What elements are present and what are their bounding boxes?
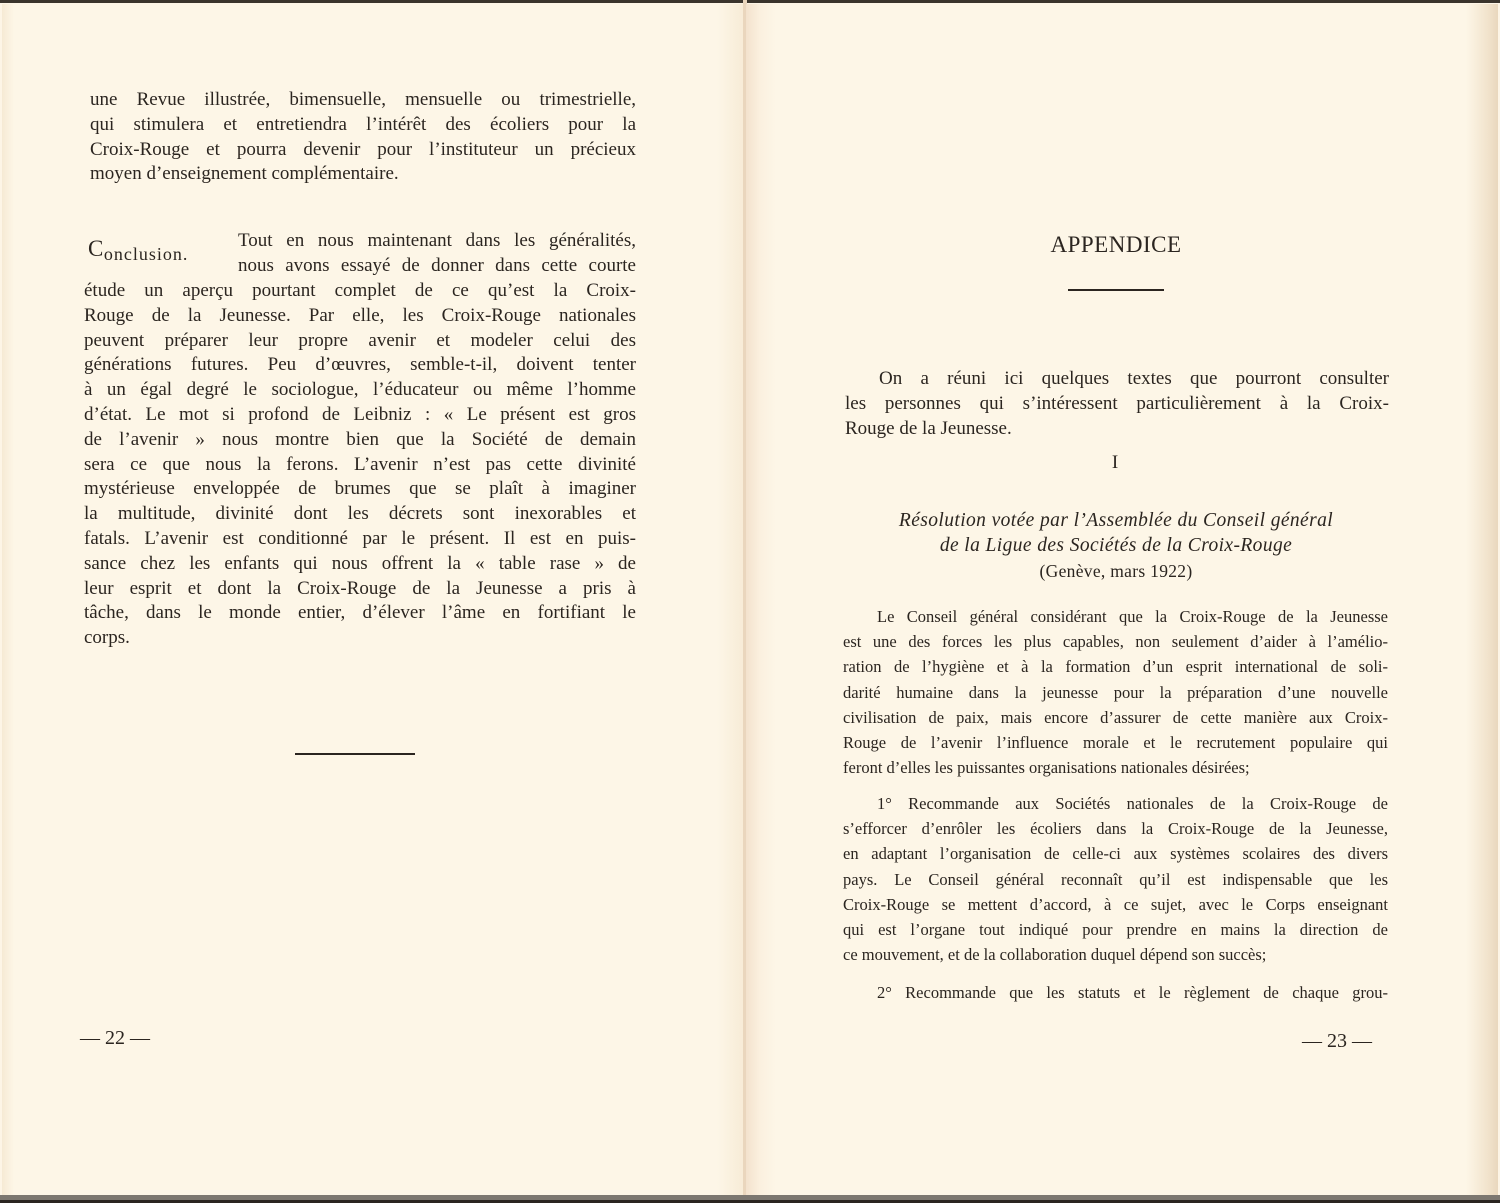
page-number: — 23 — bbox=[1302, 1030, 1372, 1052]
recommendation-2 bbox=[843, 980, 1388, 1005]
text-line: d’état. Le mot si profond de Leibniz : « Le présent est gros bbox=[84, 403, 636, 425]
text-line: étude un aperçu pourtant complet de ce qu’est la Croix- bbox=[84, 280, 636, 301]
text-line: les personnes qui s’intéressent particulièrement à la Croix- bbox=[845, 392, 1389, 414]
text-line: civilisation de paix, mais encore d’assurer de cette manière aux Croix- bbox=[843, 707, 1388, 727]
text-line: Le Conseil général considérant que la Croix-Rouge de la Jeunesse bbox=[877, 607, 1388, 626]
conclusion-paragraph bbox=[84, 279, 636, 651]
text-line: en adaptant l’organisation de celle-ci aux systèmes scolaires des divers bbox=[843, 844, 1388, 864]
text-line: de l’avenir » nous montre bien que la Société de demain bbox=[84, 428, 636, 450]
text-line: mystérieuse enveloppée de brumes que se plaît à imaginer bbox=[84, 478, 636, 500]
text-line: Tout en nous maintenant dans les généralités, bbox=[238, 230, 636, 251]
resolution-date: (Genève, mars 1922) bbox=[1039, 561, 1193, 581]
recommendation-1 bbox=[843, 791, 1388, 967]
text-line: nous avons essayé de donner dans cette courte bbox=[238, 254, 636, 276]
section-number: I bbox=[1111, 452, 1119, 473]
text-line: corps. bbox=[84, 627, 130, 649]
text-line: une Revue illustrée, bimensuelle, mensuelle ou trimestrielle, bbox=[90, 89, 636, 110]
text-line: qui est l’organe tout indiqué pour prendre en mains la direction de bbox=[843, 920, 1388, 940]
page-23 bbox=[746, 4, 1498, 1196]
text-line: générations futures. Peu d’œuvres, semble-t-il, doivent tenter bbox=[84, 354, 636, 376]
conclusion-side-heading bbox=[88, 236, 188, 262]
text-line: est une des forces les plus capables, non seulement d’aider à l’amélio- bbox=[843, 632, 1388, 652]
text-line: 2° Recommande que les statuts et le règlement de chaque grou- bbox=[877, 983, 1388, 1002]
text-line: Rouge de la Jeunesse. Par elle, les Croix-Rouge nationales bbox=[84, 304, 636, 326]
text-line: darité humaine dans la jeunesse pour la préparation d’une nouvelle bbox=[843, 682, 1388, 702]
text-line: feront d’elles les puissantes organisations nationales désirées; bbox=[843, 758, 1250, 778]
heading-line: Résolution votée par l’Assemblée du Conseil général bbox=[898, 510, 1334, 531]
text-line: ce mouvement, et de la collaboration duquel dépend son succès; bbox=[843, 945, 1267, 965]
text-line: peuvent préparer leur propre avenir et modeler celui des bbox=[84, 329, 636, 351]
page-number: — 22 — bbox=[80, 1027, 150, 1049]
text-line: s’efforcer d’enrôler les écoliers dans la Croix-Rouge de la Jeunesse, bbox=[843, 819, 1388, 839]
text-line: Croix-Rouge se mettent d’accord, à ce sujet, avec le Corps enseignant bbox=[843, 894, 1388, 914]
text-line: Rouge de l’avenir l’influence morale et le recrutement populaire qui bbox=[843, 733, 1388, 753]
text-line: tâche, dans le monde entier, d’élever l’âme en fortifiant le bbox=[84, 602, 636, 624]
text-line: qui stimulera et entretiendra l’intérêt des écoliers pour la bbox=[90, 113, 636, 135]
heading-line: de la Ligue des Sociétés de la Croix-Rouge bbox=[939, 535, 1293, 556]
scan-top-edge bbox=[0, 0, 1500, 3]
considerant-paragraph bbox=[843, 604, 1388, 780]
text-line: ration de l’hygiène et à la formation d’un esprit international de soli- bbox=[843, 657, 1388, 677]
text-line: Croix-Rouge et pourra devenir pour l’instituteur un précieux bbox=[90, 138, 636, 160]
text-line: leur esprit et dont la Croix-Rouge de la Jeunesse a pris à bbox=[84, 577, 636, 599]
text-line: sera ce que nous la ferons. L’avenir n’est pas cette divinité bbox=[84, 453, 636, 475]
scan-bottom-edge bbox=[0, 1195, 1500, 1200]
heading-cap: C bbox=[88, 236, 104, 261]
text-line: Rouge de la Jeunesse. bbox=[845, 417, 1012, 439]
text-line: pays. Le Conseil général reconnaît qu’il est indispensable que les bbox=[843, 869, 1388, 889]
text-line: 1° Recommande aux Sociétés nationales de la Croix-Rouge de bbox=[877, 794, 1388, 813]
section-divider bbox=[295, 753, 415, 755]
text-line: sance chez les enfants qui nous offrent la « table rase » de bbox=[84, 552, 636, 574]
text-line: la multitude, divinité dont les décrets sont inexorables et bbox=[84, 503, 636, 525]
conclusion-opening bbox=[238, 229, 636, 279]
text-line: On a réuni ici quelques textes que pourront consulter bbox=[879, 368, 1389, 389]
title-divider bbox=[1068, 289, 1164, 291]
text-line: à un égal degré le sociologue, l’éducateur ou même l’homme bbox=[84, 379, 636, 401]
text-line: moyen d’enseignement complémentaire. bbox=[90, 163, 399, 185]
appendix-intro bbox=[845, 367, 1389, 441]
resolution-heading bbox=[840, 508, 1392, 558]
text-line: fatals. L’avenir est conditionné par le présent. Il est en puis- bbox=[84, 527, 636, 549]
intro-paragraph bbox=[90, 88, 636, 187]
appendix-title: APPENDICE bbox=[1050, 232, 1182, 257]
heading-rest: onclusion. bbox=[103, 244, 189, 264]
